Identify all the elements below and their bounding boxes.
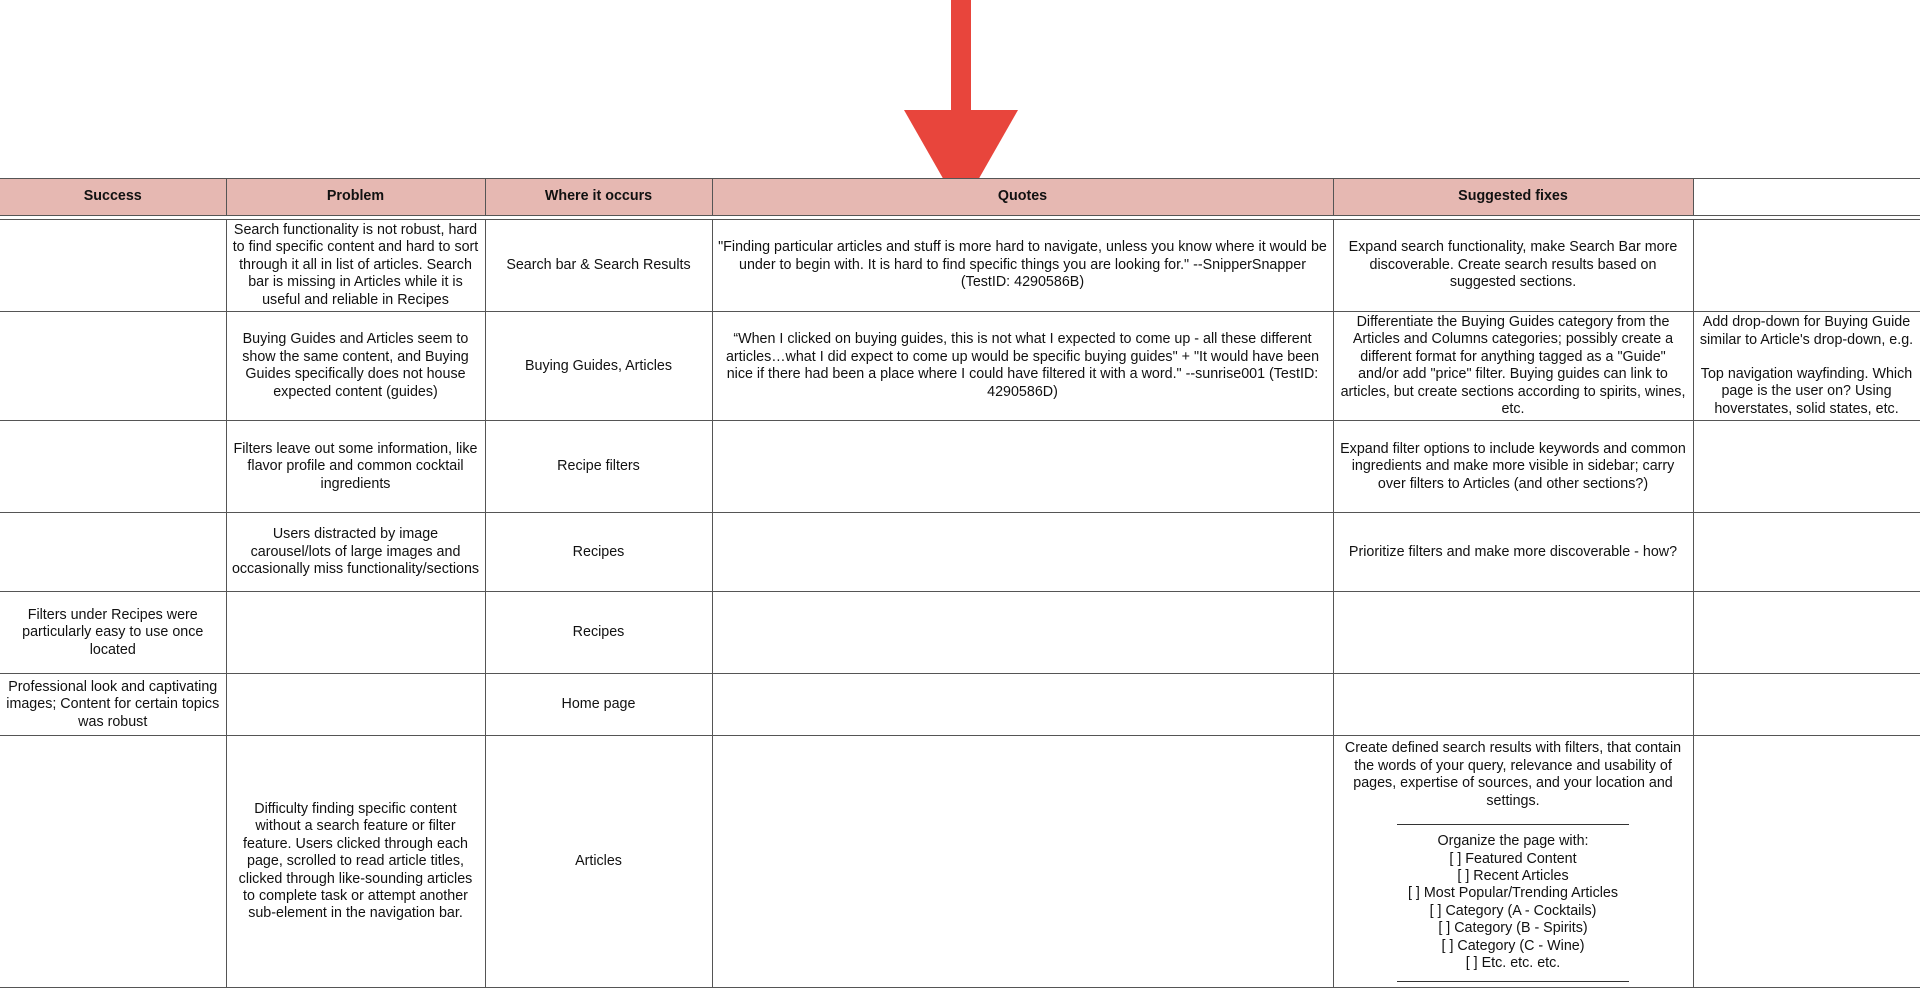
cell-extra[interactable] xyxy=(1693,421,1920,513)
cell-quotes[interactable] xyxy=(712,736,1333,988)
cell-quotes[interactable] xyxy=(712,421,1333,513)
cell-success[interactable] xyxy=(0,220,226,312)
cell-quotes[interactable]: "Finding particular articles and stuff is more hard to navigate, unless you know where it would be under to begin with. It is hard to find specific things you are looking for." --SnipperSnapper (TestID: 4290586B) xyxy=(712,220,1333,312)
cell-fixes[interactable] xyxy=(1333,736,1693,988)
red-arrow-shaft xyxy=(951,0,971,112)
cell-where[interactable]: Home page xyxy=(485,674,712,736)
table-row xyxy=(0,736,1920,988)
findings-table xyxy=(0,178,1920,988)
cell-fixes[interactable]: Expand search functionality, make Search Bar more discoverable. Create search results based on suggested sections. xyxy=(1333,220,1693,312)
cell-success[interactable]: Professional look and captivating images; Content for certain topics was robust xyxy=(0,674,226,736)
extra-note-line: Top navigation wayfinding. Which page is the user on? Using hoverstates, solid states, etc. xyxy=(1700,366,1913,417)
cell-quotes[interactable] xyxy=(712,592,1333,674)
divider-line xyxy=(1397,824,1629,825)
header-success: Success xyxy=(0,179,226,216)
header-where: Where it occurs xyxy=(485,179,712,216)
cell-problem[interactable]: Difficulty finding specific content without a search feature or filter feature. Users clicked through each page, scrolled to read article titles, clicked through like-sounding articles to complete task or attempt another sub-element in the navigation bar. xyxy=(226,736,485,988)
cell-fixes[interactable] xyxy=(1333,592,1693,674)
cell-fixes[interactable]: Differentiate the Buying Guides category from the Articles and Columns categories; possibly create a different format for anything tagged as a "Guide" and/or add "price" filter. Buying guides can link to articles, but create sections according to spirits, wines, etc. xyxy=(1333,312,1693,421)
cell-quotes[interactable] xyxy=(712,674,1333,736)
cell-success[interactable] xyxy=(0,736,226,988)
cell-where[interactable]: Recipes xyxy=(485,513,712,592)
checklist-item: [ ] Recent Articles xyxy=(1457,867,1569,884)
checklist-item: [ ] Featured Content xyxy=(1449,850,1577,867)
cell-success[interactable] xyxy=(0,513,226,592)
table-row xyxy=(0,220,1920,312)
cell-extra[interactable] xyxy=(1693,736,1920,988)
checklist-item: [ ] Category (A - Cocktails) xyxy=(1429,902,1597,919)
checklist-item: [ ] Category (B - Spirits) xyxy=(1438,920,1588,937)
cell-problem[interactable]: Buying Guides and Articles seem to show the same content, and Buying Guides specifically does not house expected content (guides) xyxy=(226,312,485,421)
header-blank xyxy=(1693,179,1920,216)
table-row xyxy=(0,592,1920,674)
table-row xyxy=(0,421,1920,513)
cell-extra[interactable] xyxy=(1693,513,1920,592)
cell-success[interactable] xyxy=(0,421,226,513)
cell-extra[interactable] xyxy=(1693,674,1920,736)
cell-where[interactable]: Recipes xyxy=(485,592,712,674)
header-row xyxy=(0,179,1920,216)
header-quotes: Quotes xyxy=(712,179,1333,216)
cell-fixes[interactable]: Expand filter options to include keywords and common ingredients and make more visible in sidebar; carry over filters to Articles (and other sections?) xyxy=(1333,421,1693,513)
header-suggested-fixes: Suggested fixes xyxy=(1333,179,1693,216)
cell-extra[interactable] xyxy=(1693,220,1920,312)
cell-success[interactable]: Filters under Recipes were particularly easy to use once located xyxy=(0,592,226,674)
cell-success[interactable] xyxy=(0,312,226,421)
cell-problem[interactable]: Filters leave out some information, like flavor profile and common cocktail ingredients xyxy=(226,421,485,513)
cell-where[interactable]: Articles xyxy=(485,736,712,988)
divider-line xyxy=(1397,981,1629,982)
cell-where[interactable]: Buying Guides, Articles xyxy=(485,312,712,421)
checklist-item: [ ] Most Popular/Trending Articles xyxy=(1407,885,1619,902)
cell-fixes[interactable] xyxy=(1333,674,1693,736)
cell-quotes[interactable] xyxy=(712,513,1333,592)
fixes-intro: Create defined search results with filters, that contain the words of your query, relevance and usability of pages, expertise of sources, and your location and settings. xyxy=(1344,740,1682,809)
header-problem: Problem xyxy=(226,179,485,216)
cell-problem[interactable] xyxy=(226,674,485,736)
table-row xyxy=(0,674,1920,736)
fixes-heading: Organize the page with: xyxy=(1437,833,1589,850)
cell-problem[interactable]: Users distracted by image carousel/lots of large images and occasionally miss functionality/sections xyxy=(226,513,485,592)
cell-problem[interactable] xyxy=(226,592,485,674)
extra-note-line: Add drop-down for Buying Guide similar to Article's drop-down, e.g. xyxy=(1699,314,1914,348)
cell-problem[interactable]: Search functionality is not robust, hard to find specific content and hard to sort through it all in list of articles. Search bar is missing in Articles while it is useful and reliable in Recipes xyxy=(226,220,485,312)
cell-where[interactable]: Recipe filters xyxy=(485,421,712,513)
checklist-item: [ ] Etc. etc. etc. xyxy=(1465,954,1561,971)
cell-quotes[interactable]: “When I clicked on buying guides, this is not what I expected to come up - all these different articles…what I did expect to come up would be specific buying guides" + "It would have been nice if there had been a place where I could have filtered it with a word." --sunrise001 (TestID: 4290586D) xyxy=(712,312,1333,421)
cell-where[interactable]: Search bar & Search Results xyxy=(485,220,712,312)
cell-extra[interactable] xyxy=(1693,592,1920,674)
cell-extra[interactable] xyxy=(1693,312,1920,421)
cell-fixes[interactable]: Prioritize filters and make more discoverable - how? xyxy=(1333,513,1693,592)
checklist-item: [ ] Category (C - Wine) xyxy=(1441,937,1585,954)
table-row xyxy=(0,513,1920,592)
table-row xyxy=(0,312,1920,421)
